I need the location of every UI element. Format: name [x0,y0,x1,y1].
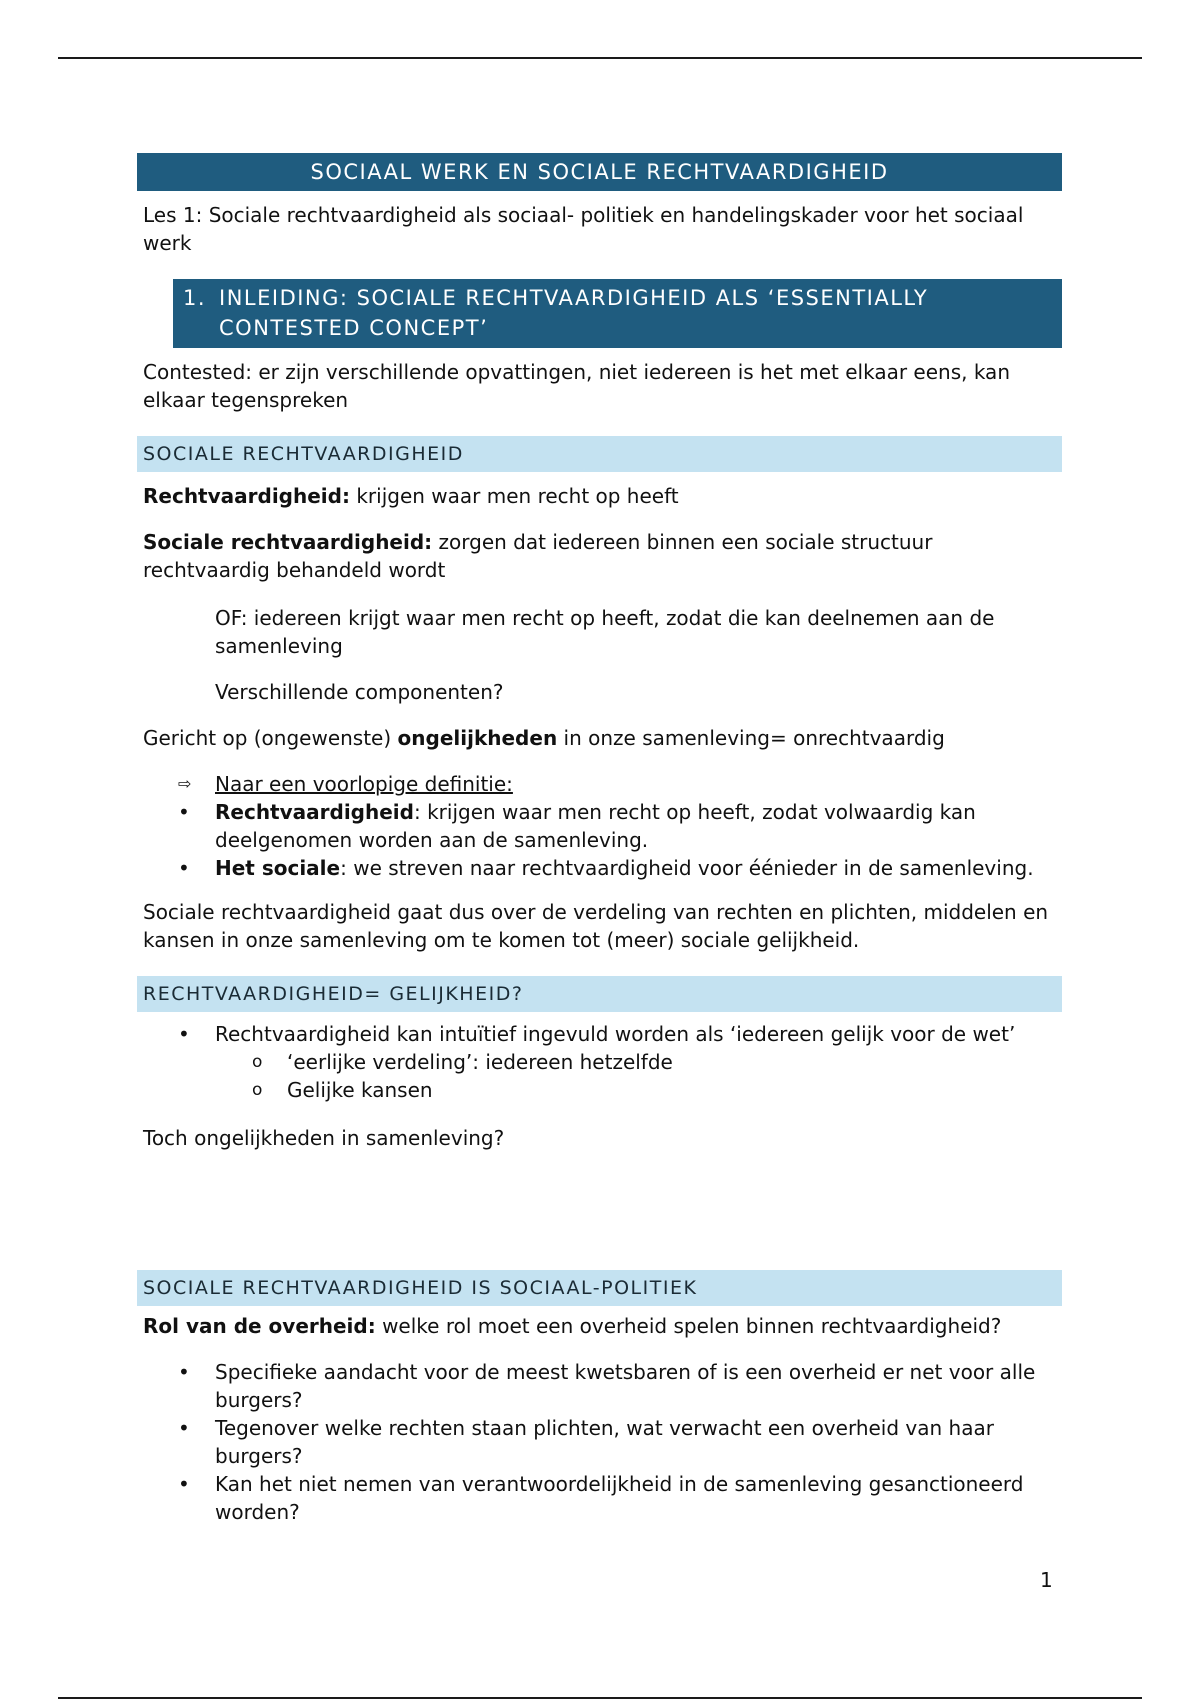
bullet-icon: • [178,1416,190,1440]
list-item [137,770,1062,798]
header-rule [58,57,1142,59]
list-item: • Specifieke aandacht voor de meest kwetsbaren of is een overheid er net voor alle burgers? [178,1360,1036,1412]
inequality-term: ongelijkheden [397,726,558,750]
provisional-definition-label: Naar een voorlopige definitie: [215,772,513,796]
bullet-icon: • [178,800,190,824]
government-role-term: Rol van de overheid: [143,1314,376,1338]
components-question: Verschillende componenten? [215,680,504,704]
bullet-icon: • [178,856,190,880]
definition-term: Sociale rechtvaardigheid: [143,530,433,554]
heading-1-text: INLEIDING: SOCIALE RECHTVAARDIGHEID ALS ‘ESSENTIALLY CONTESTED CONCEPT’ [219,286,929,340]
government-questions-list [137,1358,1062,1526]
heading-1-number: 1. [183,286,207,310]
bullet-icon: • [178,1022,190,1046]
equality-sublist [137,1048,1062,1104]
contested-paragraph: Contested: er zijn verschillende opvattingen, niet iedereen is het met elkaar eens, kan elkaar tegenspreken [143,360,1010,412]
summary-paragraph: Sociale rechtvaardigheid gaat dus over de verdeling van rechten en plichten, middelen en kansen in onze samenleving om te komen tot (meer) sociale gelijkheid. [143,900,1049,952]
list-item: o ‘eerlijke verdeling’: iedereen hetzelfde [252,1050,673,1074]
list-item: o Gelijke kansen [252,1078,433,1102]
heading-1-introduction [173,279,1062,348]
definition-list [137,770,1062,882]
heading-sociale-rechtvaardigheid: SOCIALE RECHTVAARDIGHEID [137,436,1062,472]
heading-sociaal-politiek: SOCIALE RECHTVAARDIGHEID IS SOCIAAL-POLITIEK [137,1270,1062,1306]
definition-term: Rechtvaardigheid: [143,484,350,508]
inequality-question: Toch ongelijkheden in samenleving? [143,1126,505,1150]
government-role-paragraph: Rol van de overheid: welke rol moet een overheid spelen binnen rechtvaardigheid? [143,1314,1002,1338]
list-item: • Rechtvaardigheid: krijgen waar men recht op heeft, zodat volwaardig kan deelgenomen worden aan de samenleving. [178,800,976,852]
list-item: • Tegenover welke rechten staan plichten, wat verwacht een overheid van haar burgers? [178,1416,994,1468]
sub-bullet-icon: o [252,1080,263,1100]
footer-rule [58,1697,1142,1699]
sub-bullet-icon: o [252,1052,263,1072]
bullet-icon: • [178,1472,190,1496]
definition-text: krijgen waar men recht op heeft [349,484,679,508]
list-item: • Kan het niet nemen van verantwoordelijkheid in de samenleving gesanctioneerd worden? [178,1472,1024,1524]
definition-text: zorgen dat iedereen binnen een sociale structuur rechtvaardig behandeld wordt [143,530,933,582]
alternative-definition: OF: iedereen krijgt waar men recht op heeft, zodat die kan deelnemen aan de samenleving [215,606,995,658]
list-item: • Rechtvaardigheid kan intuïtief ingevuld worden als ‘iedereen gelijk voor de wet’ [178,1022,1016,1046]
lesson-subtitle: Les 1: Sociale rechtvaardigheid als sociaal- politiek en handelingskader voor het sociaal werk [143,203,1024,255]
definition-sociale-rechtvaardigheid [143,528,1056,584]
bullet-icon: • [178,1360,190,1384]
equality-list [137,1020,1062,1048]
arrow-icon: ⇨ [178,774,192,793]
inequality-paragraph: Gericht op (ongewenste) ongelijkheden in onze samenleving= onrechtvaardig [143,726,945,750]
document-title: SOCIAAL WERK EN SOCIALE RECHTVAARDIGHEID [137,153,1062,191]
definition-rechtvaardigheid [143,482,1056,510]
page-number: 1 [1040,1568,1053,1592]
heading-rechtvaardigheid-gelijkheid: RECHTVAARDIGHEID= GELIJKHEID? [137,976,1062,1012]
document-body [137,153,1062,1526]
list-item: • Het sociale: we streven naar rechtvaardigheid voor éénieder in de samenleving. [178,856,1034,880]
